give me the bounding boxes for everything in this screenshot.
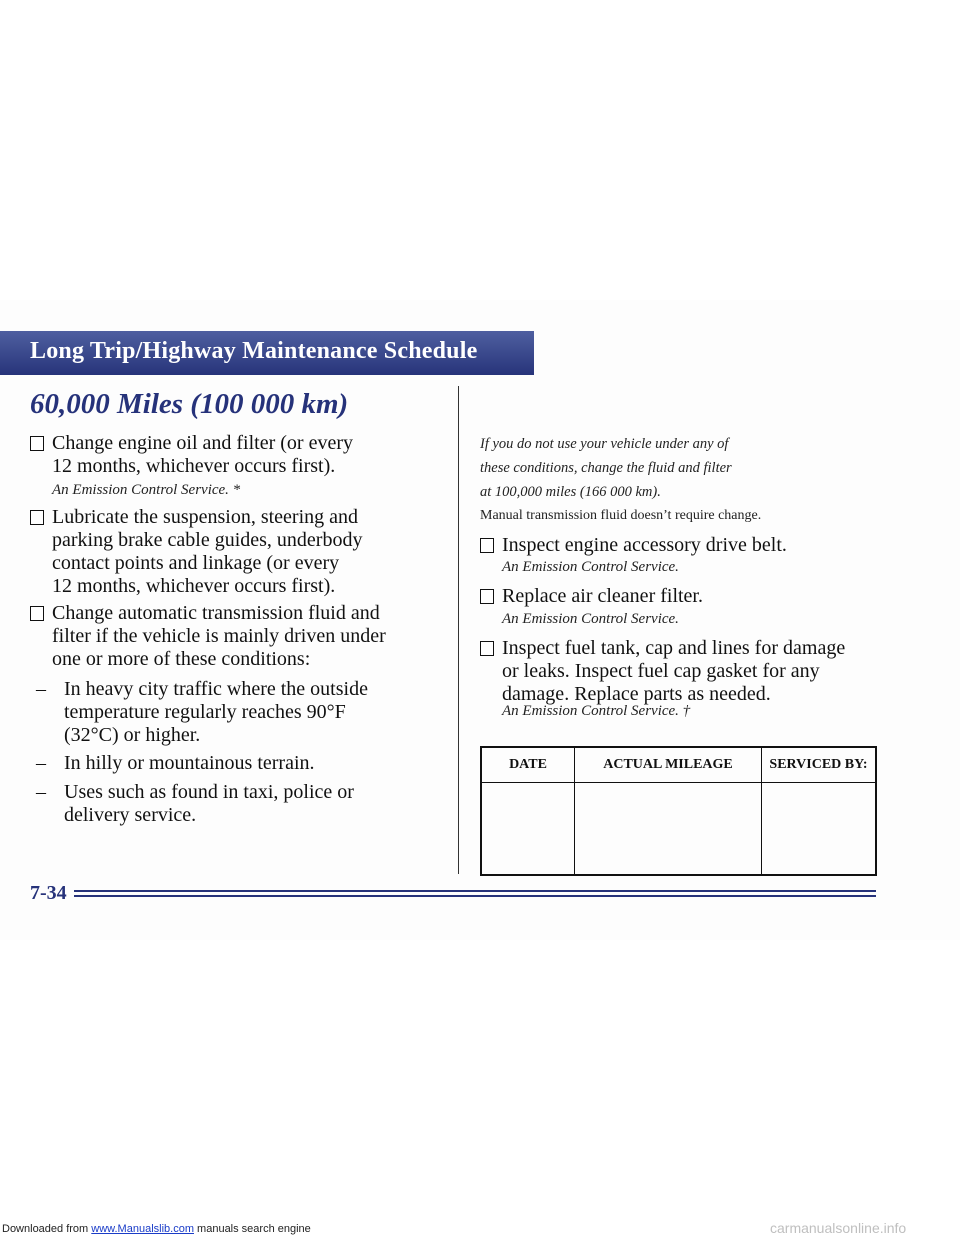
emission-note: An Emission Control Service. †: [502, 703, 691, 719]
section-title: 60,000 Miles (100 000 km): [30, 388, 349, 420]
download-footer: Downloaded from www.Manualslib.com manuals search engine: [2, 1223, 311, 1235]
checklist-item-transmission: [30, 602, 386, 671]
item-text: Lubricate the suspension, steering and parking brake cable guides, underbody contact points and linkage (or every 12 months, whichever occurs first).: [52, 506, 363, 597]
col-serviced-by: SERVICED BY:: [762, 747, 877, 783]
top-margin: [0, 0, 960, 300]
footer-rule: [74, 895, 876, 897]
col-actual-mileage: ACTUAL MILEAGE: [575, 747, 762, 783]
column-divider: [458, 386, 459, 874]
condition-bullet-taxi: – Uses such as found in taxi, police or delivery service.: [36, 781, 354, 826]
date-cell[interactable]: [481, 783, 575, 876]
condition-bullet-traffic: – In heavy city traffic where the outside temperature regularly reaches 90°F (32°C) or higher.: [36, 678, 368, 746]
manual-transmission-note: Manual transmission fluid doesn’t require change.: [480, 508, 762, 523]
watermark-site: carmanualsonline.info: [770, 1220, 907, 1236]
checklist-item-lubricate: [30, 506, 362, 598]
checkbox-icon[interactable]: [480, 538, 494, 553]
checkbox-icon[interactable]: [480, 641, 494, 656]
page-header-title: Long Trip/Highway Maintenance Schedule: [30, 338, 478, 364]
footer-rule: [74, 890, 876, 892]
mileage-cell[interactable]: [575, 783, 762, 876]
checkbox-icon[interactable]: [30, 436, 44, 451]
emission-note: An Emission Control Service.: [502, 559, 679, 575]
service-record-table: [480, 746, 877, 876]
checklist-item-drive-belt: Inspect engine accessory drive belt.: [480, 534, 787, 557]
col-date: DATE: [481, 747, 575, 783]
emission-note: An Emission Control Service.: [502, 611, 679, 627]
checklist-item-air-filter: Replace air cleaner filter.: [480, 585, 703, 608]
page-number: 7-34: [30, 882, 67, 904]
checkbox-icon[interactable]: [30, 606, 44, 621]
checkbox-icon[interactable]: [480, 589, 494, 604]
manualslib-link[interactable]: www.Manualslib.com: [91, 1223, 194, 1235]
item-text: Change automatic transmission fluid and filter if the vehicle is mainly driven under one or more of these conditions:: [52, 602, 386, 670]
conditions-note: If you do not use your vehicle under any of these conditions, change the fluid and filter at 100,000 miles (166 000 km).: [480, 436, 732, 500]
item-text: Inspect fuel tank, cap and lines for damage or leaks. Inspect fuel cap gasket for any damage. Replace parts as needed.: [502, 637, 846, 705]
condition-bullet-terrain: – In hilly or mountainous terrain.: [36, 752, 315, 774]
emission-note: An Emission Control Service. *: [52, 482, 241, 498]
serviced-by-cell[interactable]: [762, 783, 877, 876]
checkbox-icon[interactable]: [30, 510, 44, 525]
checklist-item-oil: [30, 432, 353, 478]
checklist-item-fuel-tank: [480, 637, 845, 706]
item-text: Change engine oil and filter (or every 12 months, whichever occurs first).: [52, 432, 353, 477]
